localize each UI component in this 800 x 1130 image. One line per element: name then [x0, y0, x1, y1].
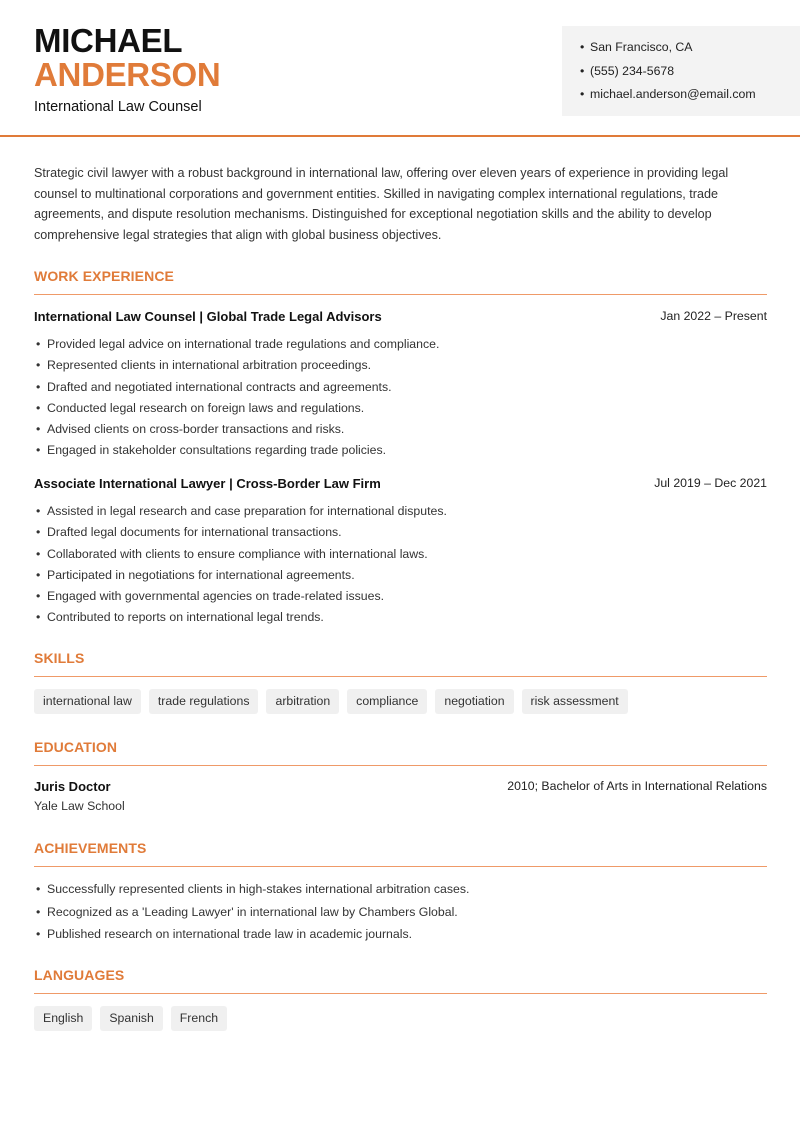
skills-tags — [34, 689, 628, 714]
list-item: • Advised clients on cross-border transactions and risks. — [34, 420, 767, 441]
job-header — [34, 476, 767, 496]
section-title-work: WORK EXPERIENCE — [34, 268, 767, 295]
list-item: • Successfully represented clients in high-stakes international arbitration cases. — [34, 880, 767, 903]
achievements-list — [34, 880, 767, 948]
language-tag: Spanish — [100, 1006, 162, 1031]
job-bullets — [34, 502, 767, 630]
section-title-skills: SKILLS — [34, 650, 767, 677]
section-title-achievements: ACHIEVEMENTS — [34, 840, 767, 867]
resume-header — [0, 0, 800, 137]
skill-tag: compliance — [347, 689, 427, 714]
education-school: Yale Law School — [34, 799, 125, 813]
job-dates: Jul 2019 – Dec 2021 — [654, 476, 767, 490]
job-title: International Law Counsel — [34, 99, 202, 115]
job-dates: Jan 2022 – Present — [660, 309, 767, 323]
skill-tag: negotiation — [435, 689, 513, 714]
list-item: • Collaborated with clients to ensure compliance with international laws. — [34, 545, 767, 566]
list-item: • Drafted legal documents for international transactions. — [34, 523, 767, 544]
contact-location: • San Francisco, CA — [580, 38, 800, 62]
section-title-education: EDUCATION — [34, 739, 767, 766]
list-item: • Engaged in stakeholder consultations regarding trade policies. — [34, 441, 767, 462]
list-item: • Represented clients in international arbitration proceedings. — [34, 356, 767, 377]
list-item: • Conducted legal research on foreign laws and regulations. — [34, 399, 767, 420]
list-item: • Assisted in legal research and case preparation for international disputes. — [34, 502, 767, 523]
contact-box — [562, 26, 800, 116]
list-item: • Provided legal advice on international trade regulations and compliance. — [34, 335, 767, 356]
education-detail: 2010; Bachelor of Arts in International Relations — [507, 779, 767, 793]
list-item: • Contributed to reports on international legal trends. — [34, 608, 767, 629]
job-header — [34, 309, 767, 329]
list-item: • Drafted and negotiated international contracts and agreements. — [34, 378, 767, 399]
job-bullets — [34, 335, 767, 463]
education-degree: Juris Doctor — [34, 779, 111, 794]
first-name: MICHAEL — [34, 22, 183, 59]
list-item: • Published research on international trade law in academic journals. — [34, 925, 767, 948]
list-item: • Participated in negotiations for international agreements. — [34, 566, 767, 587]
contact-phone: • (555) 234-5678 — [580, 62, 800, 86]
list-item: • Engaged with governmental agencies on trade-related issues. — [34, 587, 767, 608]
skill-tag: international law — [34, 689, 141, 714]
summary: Strategic civil lawyer with a robust background in international law, offering over eleven years of experience in providing legal counsel to multinational corporations and government entities. Skilled in navigating complex international regulations, trade agreements, and dispute resolution mechanisms. Distinguished for exceptional negotiation skills and the ability to develop comprehensive legal strategies that align with global business objectives. — [34, 166, 729, 242]
list-item: • Recognized as a 'Leading Lawyer' in international law by Chambers Global. — [34, 903, 767, 926]
skill-tag: trade regulations — [149, 689, 259, 714]
language-tag: English — [34, 1006, 92, 1031]
languages-tags — [34, 1006, 227, 1031]
language-tag: French — [171, 1006, 227, 1031]
contact-email[interactable]: • michael.anderson@email.com — [580, 85, 800, 109]
job-role: Associate International Lawyer | Cross-Border Law Firm — [34, 476, 381, 491]
section-title-languages: LANGUAGES — [34, 967, 767, 994]
skill-tag: arbitration — [266, 689, 339, 714]
last-name: ANDERSON — [34, 56, 221, 93]
skill-tag: risk assessment — [522, 689, 628, 714]
job-role: International Law Counsel | Global Trade Legal Advisors — [34, 309, 382, 324]
